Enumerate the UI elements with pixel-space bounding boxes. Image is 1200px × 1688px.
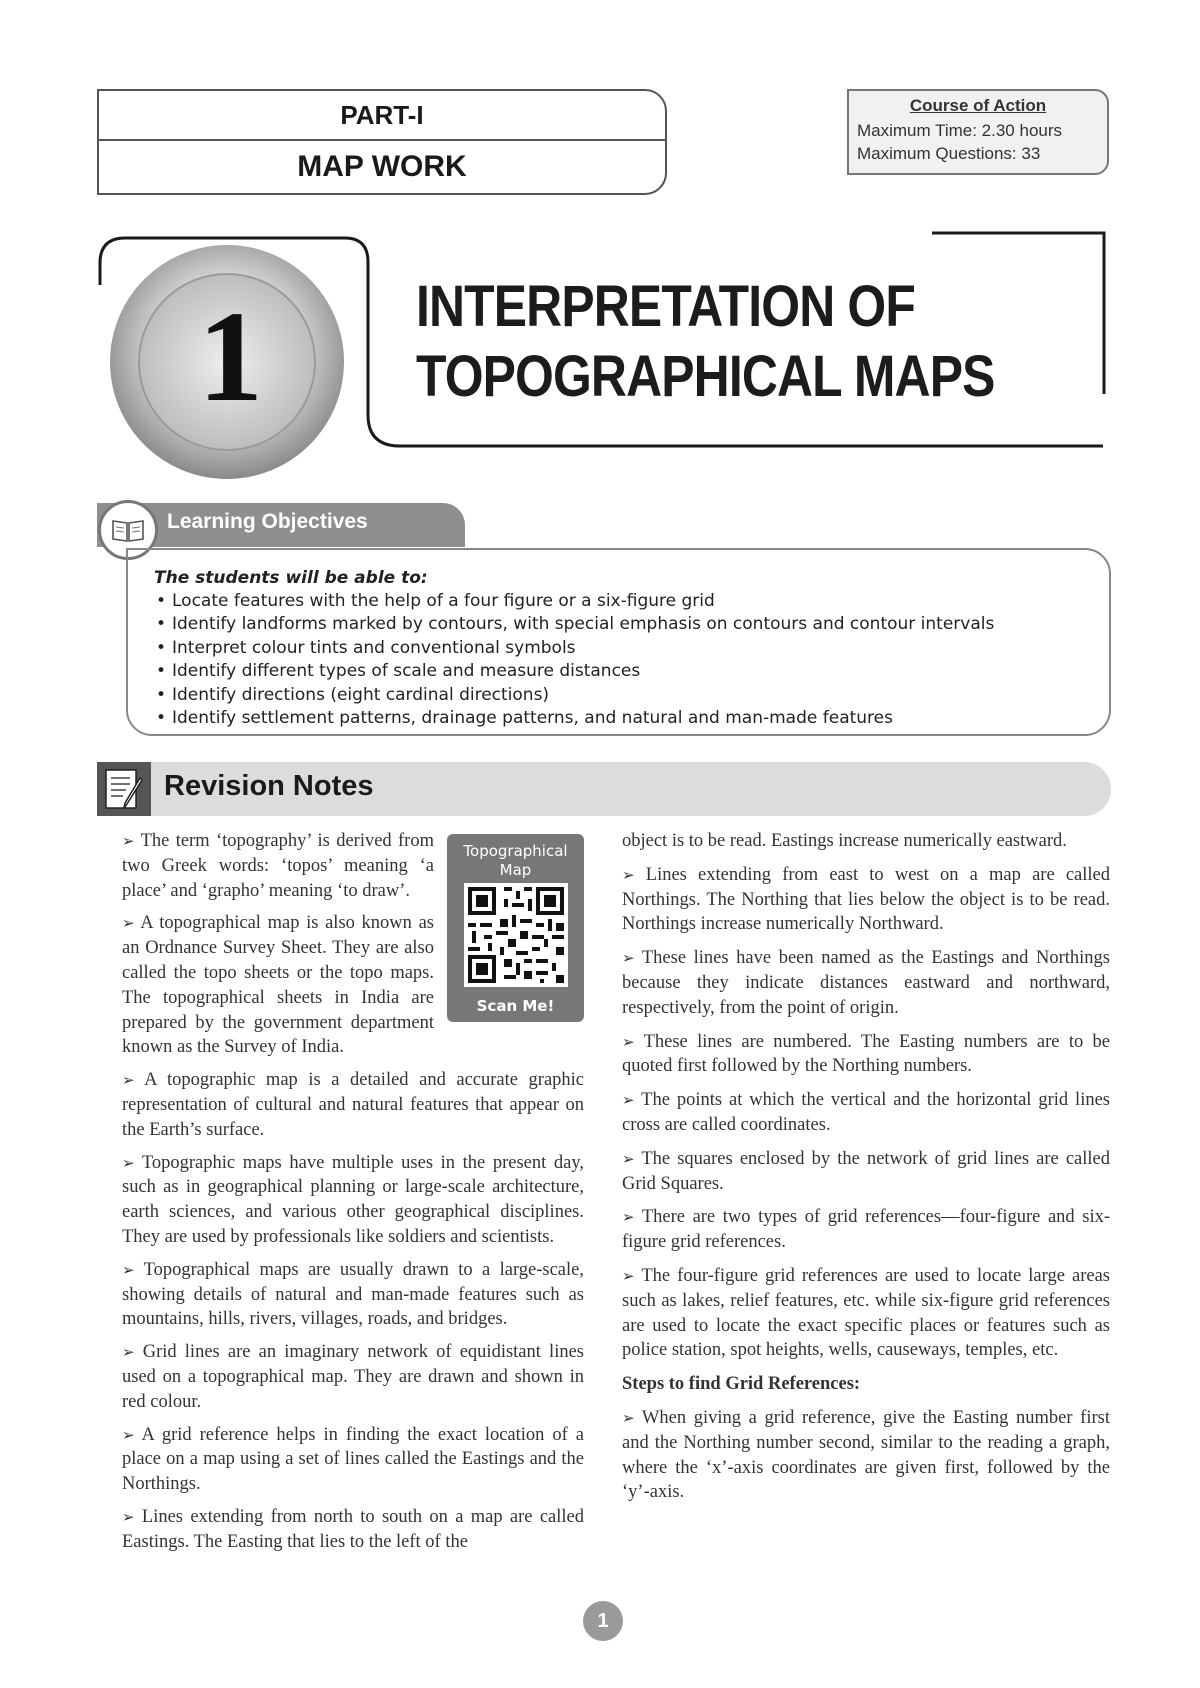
steps-heading: Steps to find Grid References: (622, 1374, 861, 1395)
arrow-bullet-icon: ➢ (122, 1071, 135, 1090)
arrow-bullet-icon: ➢ (122, 1260, 135, 1279)
note-paragraph: ➢ A grid reference helps in finding the exact location of a place on a map using a set of lines called the Eastings and the Northings. (122, 1424, 584, 1495)
qr-scan-label: Scan Me! (476, 997, 555, 1015)
note-paragraph: ➢ The term ‘topography’ is derived from two Greek words: ‘topos’ meaning ‘a place’ and ‘grapho’ meaning ‘to draw’. (122, 831, 434, 901)
arrow-bullet-icon: ➢ (622, 1266, 635, 1285)
course-max-time: Maximum Time: 2.30 hours (857, 121, 1063, 140)
note-paragraph: ➢ A topographic map is a detailed and accurate graphic representation of cultural and natural features that appear on the Earth’s surface. (122, 1070, 585, 1140)
note-paragraph: ➢ Lines extending from north to south on a map are called Eastings. The Easting that lies to the left of the (122, 1506, 584, 1552)
objective-item: • Identify landforms marked by contours, with special emphasis on contours and contour intervals (154, 613, 1109, 636)
course-max-questions: Maximum Questions: 33 (857, 144, 1041, 163)
arrow-bullet-icon: ➢ (622, 949, 635, 968)
arrow-bullet-icon: ➢ (622, 1091, 635, 1110)
arrow-bullet-icon: ➢ (622, 1208, 635, 1227)
arrow-bullet-icon: ➢ (122, 832, 135, 850)
arrow-bullet-icon: ➢ (122, 1425, 135, 1444)
page-number: 1 (583, 1601, 623, 1641)
note-paragraph: ➢ Grid lines are an imaginary network of equidistant lines used on a topographical map. They are drawn and shown in red colour. (122, 1342, 584, 1412)
note-paragraph: ➢ Topographic maps have multiple uses in the present day, such as in geographical planning or large-scale architecture, earth sciences, and various other geographical disciplines. They are used by professionals like soldiers and scientists. (122, 1152, 584, 1247)
qr-title: Topographical Map (463, 842, 568, 879)
note-paragraph: ➢ Topographical maps are usually drawn to a large-scale, showing details of natural and man-made features such as mountains, hills, rivers, villages, roads, and bridges. (122, 1259, 584, 1330)
part-label: PART-I (99, 91, 665, 141)
arrow-bullet-icon: ➢ (122, 914, 135, 933)
arrow-bullet-icon: ➢ (622, 1149, 635, 1168)
note-paragraph: ➢ When giving a grid reference, give the Easting number first and the Northing number second, similar to the reading a graph, where the ‘x’-axis coordinates are given first, followed by the ‘y’-axis. (622, 1407, 1110, 1503)
note-paragraph: ➢ The squares enclosed by the network of grid lines are called Grid Squares. (622, 1148, 1110, 1194)
chapter-title-line1: INTERPRETATION OF (416, 274, 915, 339)
chapter-number: 1 (198, 285, 263, 429)
objective-item: • Identify directions (eight cardinal directions) (154, 684, 1109, 707)
notepad-pencil-icon (97, 762, 151, 816)
note-paragraph: ➢ The points at which the vertical and the horizontal grid lines cross are called coordinates. (622, 1090, 1110, 1135)
note-paragraph: object is to be read. Eastings increase numerically eastward. (622, 831, 1067, 851)
notes-right-column (622, 829, 1110, 1514)
chapter-title-line2: TOPOGRAPHICAL MAPS (416, 344, 995, 409)
chapter-title (416, 272, 995, 412)
arrow-bullet-icon: ➢ (122, 1343, 135, 1362)
learning-objectives-label: Learning Objectives (167, 510, 368, 533)
note-paragraph: ➢ These lines are numbered. The Easting numbers are to be quoted first followed by the Northing numbers. (622, 1031, 1111, 1077)
objective-item: • Identify different types of scale and measure distances (154, 660, 1109, 683)
notes-left-column (122, 829, 584, 1563)
arrow-bullet-icon: ➢ (622, 1408, 635, 1427)
part-name: MAP WORK (297, 150, 467, 183)
objective-item: • Interpret colour tints and conventional symbols (154, 637, 1109, 660)
arrow-bullet-icon: ➢ (622, 865, 635, 884)
note-paragraph: ➢ These lines have been named as the Eastings and Northings because they indicate distances eastward and northward, respectively, from the point of origin. (622, 948, 1110, 1018)
arrow-bullet-icon: ➢ (122, 1507, 135, 1526)
learning-objectives-box (126, 548, 1111, 736)
note-paragraph: ➢ The four-figure grid references are used to locate large areas such as lakes, relief features, etc. while six-figure grid references are used to locate the exact specific places or features such as police station, spot heights, wells, causeways, temples, etc. (622, 1265, 1111, 1361)
objective-item: • Locate features with the help of a four figure or a six-figure grid (154, 590, 1109, 613)
qr-wrap-spacer (434, 829, 584, 1019)
revision-notes-label: Revision Notes (164, 770, 374, 802)
note-text-wrap: A topographical map is also known as an Ordnance Survey Sheet. They are also called the topo sheets or the topo maps. The topographical sheets in India are prepared by the government department known as the Survey of India. (122, 913, 434, 1058)
note-paragraph: ➢ There are two types of grid references—four-figure and six-figure grid references. (622, 1207, 1110, 1253)
learning-objectives-list (154, 590, 1109, 730)
course-title: Course of Action (909, 96, 1047, 115)
arrow-bullet-icon: ➢ (122, 1153, 135, 1172)
objective-item: • Identify settlement patterns, drainage patterns, and natural and man-made features (154, 707, 1109, 730)
arrow-bullet-icon: ➢ (622, 1032, 635, 1051)
note-paragraph: ➢ Lines extending from east to west on a map are called Northings. The Northing that lies below the object is to be read. Northings increase numerically Northward. (622, 864, 1110, 935)
learning-objectives-intro: The students will be able to: (154, 568, 428, 588)
